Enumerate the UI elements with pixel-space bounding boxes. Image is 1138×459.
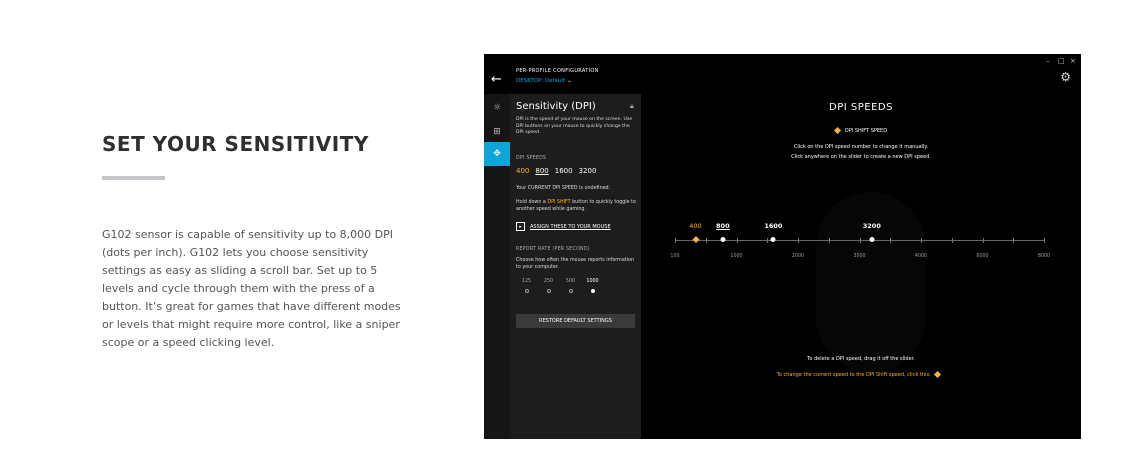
panel-description: DPI is the speed of your mouse on the screen. Use DPI buttons on your mouse to quickly change the DPI speed. bbox=[516, 117, 633, 135]
report-rate-options bbox=[520, 279, 599, 293]
report-rate-value: 1000 bbox=[586, 279, 599, 284]
sensitivity-panel bbox=[510, 94, 641, 439]
slider-tick bbox=[829, 238, 830, 243]
axis-label: 6000 bbox=[976, 254, 989, 259]
dpi-handle[interactable] bbox=[869, 237, 874, 242]
hold-prefix: Hold down a bbox=[516, 200, 548, 205]
slider-tick bbox=[890, 238, 891, 243]
dpi-shift-legend bbox=[641, 128, 1081, 134]
side-rail bbox=[484, 94, 510, 439]
back-arrow-icon[interactable]: ← bbox=[491, 72, 502, 87]
slider-tick bbox=[706, 238, 707, 243]
report-rate-125[interactable] bbox=[520, 279, 533, 293]
slider-tick bbox=[952, 238, 953, 243]
axis-label: 100 bbox=[670, 254, 680, 259]
dpi-speed-1600[interactable]: 1600 bbox=[554, 167, 573, 175]
minimize-button[interactable]: – bbox=[1046, 57, 1050, 65]
panel-title: Sensitivity (DPI) bbox=[516, 101, 596, 112]
profile-selector[interactable] bbox=[516, 78, 572, 84]
mouse-silhouette bbox=[816, 192, 926, 372]
dpi-point-label[interactable]: 400 bbox=[689, 222, 702, 230]
dpi-point-label[interactable]: 1600 bbox=[764, 222, 783, 230]
heading-divider bbox=[102, 176, 165, 180]
dpi-speed-400[interactable]: 400 bbox=[516, 167, 530, 175]
profile-config-title: PER-PROFILE CONFIGURATION bbox=[516, 68, 599, 74]
dpi-main-area bbox=[641, 94, 1081, 439]
gear-icon[interactable]: ⚙ bbox=[1060, 70, 1071, 84]
legend-label: DPI SHIFT SPEED bbox=[844, 128, 888, 134]
slider-tick bbox=[798, 238, 799, 243]
shift-hint bbox=[641, 372, 1081, 378]
diamond-icon bbox=[834, 127, 841, 134]
pointer-icon[interactable]: ✥ bbox=[484, 142, 510, 166]
axis-label: 3000 bbox=[853, 254, 866, 259]
dpi-speeds-label: DPI SPEEDS bbox=[516, 156, 547, 161]
dpi-speed-3200[interactable]: 3200 bbox=[578, 167, 597, 175]
radio-dot-selected[interactable] bbox=[591, 289, 595, 293]
assignments-icon[interactable]: ⊞ bbox=[493, 127, 501, 137]
report-rate-value: 250 bbox=[543, 279, 554, 284]
close-button[interactable]: × bbox=[1070, 57, 1076, 65]
slider-tick bbox=[860, 238, 861, 243]
current-speed-text: Your CURRENT DPI SPEED is undefined. bbox=[516, 186, 611, 191]
chevron-down-icon: ⌄ bbox=[567, 78, 572, 84]
radio-dot[interactable] bbox=[569, 289, 573, 293]
dpi-handle[interactable] bbox=[771, 237, 776, 242]
radio-dot[interactable] bbox=[547, 289, 551, 293]
shift-hint-text: To change the current speed to the DPI Shift speed, click this: bbox=[776, 372, 931, 378]
slider-tick bbox=[737, 238, 738, 243]
delete-hint: To delete a DPI speed, drag it off the slider. bbox=[807, 356, 915, 362]
assign-label: ASSIGN THESE TO YOUR MOUSE bbox=[530, 223, 611, 230]
axis-label: 1000 bbox=[730, 254, 743, 259]
restore-defaults-button[interactable]: RESTORE DEFAULT SETTINGS bbox=[516, 314, 635, 328]
assign-icon: ▸ bbox=[516, 222, 525, 231]
instruction-slider: Click anywhere on the slider to create a new DPI speed. bbox=[791, 154, 931, 160]
axis-label: 2000 bbox=[791, 254, 805, 259]
instruction-manual: Click on the DPI speed number to change it manually. bbox=[793, 144, 929, 150]
top-bar bbox=[484, 54, 1081, 94]
feature-description: G102 sensor is capable of sensitivity up to 8,000 DPI (dots per inch). G102 lets you choose sensitivity settings as easy as sliding a scroll bar. Set up to 5 levels and cycle through them with the press of a button. It’s great for games that have different modes or levels that might require more control, like a sniper scope or a speed clicking level. bbox=[102, 228, 401, 349]
page-heading: SET YOUR SENSITIVITY bbox=[102, 132, 369, 156]
dpi-handle[interactable] bbox=[720, 237, 725, 242]
axis-label: 4000 bbox=[914, 254, 928, 259]
dpi-shift-handle[interactable] bbox=[692, 236, 699, 243]
axis-label: 8000 bbox=[1037, 254, 1051, 259]
report-rate-value: 125 bbox=[521, 279, 532, 284]
dpi-shift-highlight: DPI SHIFT bbox=[547, 200, 571, 205]
dpi-speed-list bbox=[516, 167, 596, 175]
slider-tick bbox=[767, 238, 768, 243]
report-rate-1000[interactable] bbox=[586, 279, 599, 293]
slider-tick bbox=[921, 238, 922, 243]
report-rate-label: REPORT RATE (PER SECOND) bbox=[516, 247, 590, 252]
ghub-window bbox=[484, 54, 1081, 439]
lock-icon[interactable]: 🔒︎ bbox=[630, 102, 634, 110]
dpi-point-label[interactable]: 3200 bbox=[862, 222, 881, 230]
radio-dot[interactable] bbox=[525, 289, 529, 293]
report-rate-250[interactable] bbox=[542, 279, 555, 293]
shift-diamond-icon[interactable] bbox=[934, 371, 941, 378]
slider-tick bbox=[1013, 238, 1014, 243]
slider-tick bbox=[1044, 238, 1045, 243]
dpi-speed-800[interactable]: 800 bbox=[535, 167, 549, 175]
profile-name: DESKTOP: Default bbox=[516, 78, 566, 84]
slider-tick bbox=[983, 238, 984, 243]
slider-tick bbox=[675, 238, 676, 243]
assign-to-mouse-link[interactable] bbox=[516, 222, 611, 231]
dpi-shift-hint bbox=[516, 200, 636, 213]
hold-suffix: button to quickly toggle to another speed while gaming. bbox=[516, 200, 636, 212]
report-rate-value: 500 bbox=[565, 279, 576, 284]
maximize-button[interactable]: □ bbox=[1058, 57, 1065, 65]
report-rate-500[interactable] bbox=[564, 279, 577, 293]
dpi-speeds-title: DPI SPEEDS bbox=[829, 102, 893, 113]
lighting-icon[interactable]: ☼ bbox=[492, 103, 502, 113]
dpi-point-label[interactable]: 800 bbox=[716, 222, 730, 230]
report-rate-description: Choose how often the mouse reports information to your computer. bbox=[516, 258, 634, 270]
